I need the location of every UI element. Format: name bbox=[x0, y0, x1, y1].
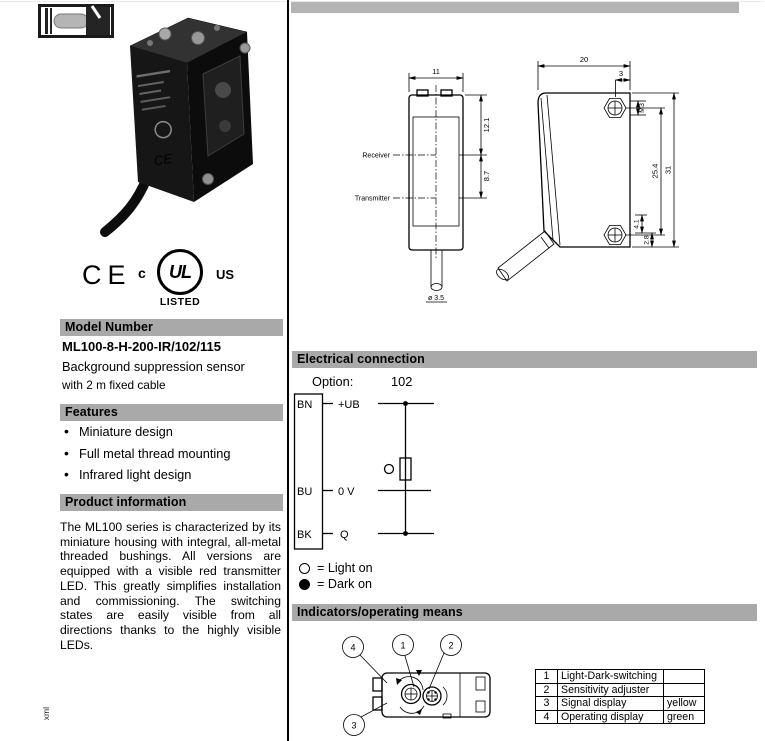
dim-side-offset: 3 bbox=[618, 69, 624, 78]
dim-front-lower: 8.7 bbox=[482, 170, 491, 182]
filled-circle-icon bbox=[299, 579, 310, 590]
photo-front-face bbox=[130, 46, 194, 202]
ul-mark-listed: LISTED bbox=[159, 296, 201, 308]
dim-hole-spacing: 25.4 bbox=[650, 163, 660, 179]
callout-1-number: 1 bbox=[400, 640, 406, 651]
row-number: 2 bbox=[536, 683, 558, 697]
device-drawing bbox=[373, 670, 490, 718]
feature-item: • Full metal thread mounting bbox=[62, 446, 277, 461]
row-value: green bbox=[664, 710, 705, 724]
front-view bbox=[355, 67, 491, 302]
row-description: Signal display bbox=[558, 697, 664, 711]
pictogram-beam bbox=[54, 14, 88, 28]
photo-bottom-screw bbox=[203, 174, 214, 185]
table-row bbox=[536, 697, 705, 711]
row-value bbox=[664, 683, 705, 697]
photo-screw bbox=[159, 28, 171, 40]
legend-dark-on-text: = Dark on bbox=[317, 577, 372, 591]
wiring-diagram bbox=[292, 391, 452, 559]
product-information-header: Product information bbox=[60, 494, 283, 511]
model-number-header: Model Number bbox=[60, 319, 283, 336]
column-divider bbox=[287, 0, 289, 741]
table-row bbox=[536, 683, 705, 697]
ul-mark-logo: UL bbox=[157, 249, 203, 295]
row-description: Operating display bbox=[558, 710, 664, 724]
row-description: Sensitivity adjuster bbox=[558, 683, 664, 697]
ul-mark-us: US bbox=[215, 267, 234, 282]
sensitivity-adjuster-dial bbox=[423, 687, 447, 705]
ul-mark bbox=[138, 249, 234, 308]
wire-signal-0v: 0 V bbox=[338, 486, 355, 498]
callout-3 bbox=[344, 715, 365, 736]
dim-bottom-offset: 2.8 bbox=[643, 235, 651, 245]
feature-item: • Miniature design bbox=[62, 424, 277, 439]
electrical-connection-header: Electrical connection bbox=[292, 351, 757, 368]
callout-4 bbox=[343, 637, 364, 658]
receiver-label: Receiver bbox=[362, 152, 390, 160]
wire-color-bn: BN bbox=[297, 399, 313, 411]
row-value bbox=[664, 670, 705, 684]
callout-1 bbox=[393, 635, 414, 656]
mounting-nut-top bbox=[604, 99, 626, 118]
svg-text:CE: CE bbox=[152, 150, 173, 169]
open-circle-icon bbox=[299, 563, 310, 574]
wire-color-bu: BU bbox=[297, 486, 313, 498]
dim-thread: M3 bbox=[639, 103, 646, 113]
photo-cable bbox=[105, 178, 147, 232]
row-description: Light-Dark-switching bbox=[558, 670, 664, 684]
row-number: 1 bbox=[536, 670, 558, 684]
wire-signal-ub: +UB bbox=[338, 399, 360, 411]
led-window-top bbox=[373, 678, 382, 691]
row-value: yellow bbox=[664, 697, 705, 711]
dim-height: 31 bbox=[663, 165, 673, 175]
dim-front-upper: 12.1 bbox=[482, 117, 491, 133]
pictogram-target-bar bbox=[45, 8, 48, 34]
option-value: 102 bbox=[391, 374, 413, 389]
row-number: 3 bbox=[536, 697, 558, 711]
cut-off-header-bar bbox=[291, 2, 739, 13]
product-information-text: The ML100 series is characterized by its miniature housing with integral, all-metal threaded bushings. All versions are equipped with a visible red transmitter LED. This greatly simplifies installation and commissioning. The switching states are easily visible from all directions thanks to the highly visible LEDs. bbox=[60, 520, 281, 652]
feature-item: • Infrared light design bbox=[62, 467, 277, 482]
product-photo bbox=[95, 6, 275, 238]
legend-light-on bbox=[299, 561, 373, 575]
callout-2-number: 2 bbox=[448, 640, 454, 651]
row-number: 4 bbox=[536, 710, 558, 724]
photo-detail-dot bbox=[147, 40, 153, 46]
legend-dark-on bbox=[299, 577, 372, 591]
table-row bbox=[536, 710, 705, 724]
dim-cable-diameter: ø 3.5 bbox=[428, 295, 444, 302]
model-description-line1: Background suppression sensor bbox=[62, 359, 245, 374]
dimension-drawing bbox=[290, 40, 765, 330]
indicators-header: Indicators/operating means bbox=[292, 604, 757, 621]
light-on-symbol bbox=[385, 465, 394, 474]
dim-front-width: 11 bbox=[432, 67, 440, 76]
model-number-value: ML100-8-H-200-IR/102/115 bbox=[62, 339, 221, 354]
model-description-line2: with 2 m fixed cable bbox=[62, 378, 166, 392]
light-dark-switch-dial bbox=[396, 677, 424, 715]
photo-detail-dot2 bbox=[214, 25, 220, 31]
photo-lens-lower bbox=[219, 120, 231, 132]
mounting-nut-bottom bbox=[604, 226, 626, 245]
side-view bbox=[495, 55, 679, 282]
dim-lower-offset: 4.1 bbox=[633, 219, 641, 229]
callout-2 bbox=[441, 635, 462, 656]
photo-screw2 bbox=[192, 32, 205, 45]
ul-mark-c: c bbox=[138, 265, 146, 281]
indicators-diagram bbox=[330, 630, 535, 741]
pictogram-target-bar2 bbox=[50, 8, 52, 34]
callout-3-number: 3 bbox=[351, 720, 357, 731]
dim-side-depth: 20 bbox=[579, 55, 589, 64]
callout-4-number: 4 bbox=[350, 642, 356, 653]
indicators-table bbox=[535, 669, 705, 724]
table-row bbox=[536, 670, 705, 684]
legend-light-on-text: = Light on bbox=[317, 561, 373, 575]
page-edge-text: xml bbox=[41, 707, 51, 721]
photo-lens-upper bbox=[215, 82, 231, 98]
wire-signal-q: Q bbox=[340, 529, 349, 541]
wire-color-bk: BK bbox=[297, 529, 312, 541]
option-label: Option: bbox=[312, 374, 354, 389]
features-list bbox=[62, 424, 277, 489]
transmitter-label: Transmitter bbox=[354, 195, 390, 203]
photo-hinge bbox=[240, 43, 250, 53]
ce-mark: CE bbox=[82, 260, 132, 290]
features-header: Features bbox=[60, 404, 283, 421]
